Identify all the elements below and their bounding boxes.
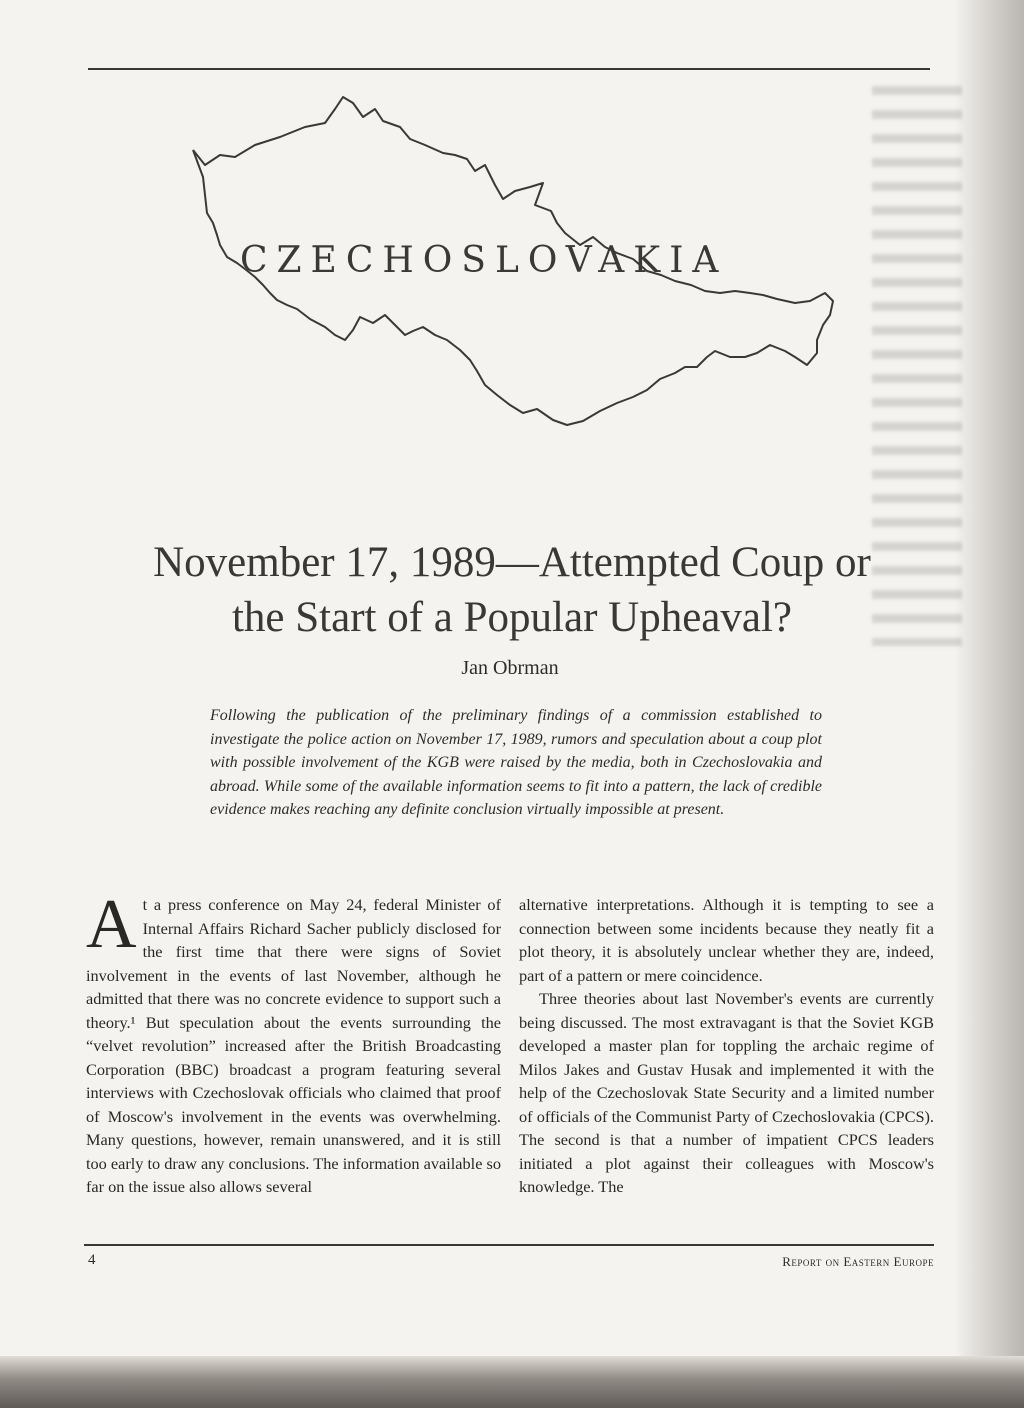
scan-bottom-shadow [0,1356,1024,1408]
article-abstract: Following the publication of the preliminary findings of a commission established to investigate the police action on November 17, 1989, rumors and speculation about a coup plot with possible involvement of the KGB were raised by the media, both in Czechoslovakia and abroad. While some of the available information seems to fit into a pattern, the lack of credible evidence makes reaching any definite conclusion virtually impossible at present. [210,707,822,818]
article-title-line-1: November 17, 1989—Attempted Coup or [153,539,871,586]
body-paragraph [86,893,501,1199]
body-paragraph: alternative interpretations. Although it is tempting to see a connection between some incidents because they neatly fit a plot theory, it is absolutely unclear whether they are, indeed, part of a pattern or mere coincidence. [519,895,934,985]
body-paragraph: Three theories about last November's events are currently being discussed. The most extravagant is that the Soviet KGB developed a master plan for toppling the archaic regime of Milos Jakes and Gustav Husak and implemented it with the help of the Czechoslovak State Security and a limited number of officials of the Communist Party of Czechoslovakia (CPCS). The second is that a number of impatient CPCS leaders initiated a plot against their colleagues with Moscow's knowledge. The [519,989,934,1196]
running-footer-journal: Report on Eastern Europe [782,1254,934,1269]
article-title [60,535,964,645]
body-column-right [519,893,934,1233]
page-gutter-shadow [954,0,1024,1408]
header-rule [88,68,930,70]
page-number: 4 [88,1252,96,1268]
body-paragraph-text: t a press conference on May 24, federal Minister of Internal Affairs Richard Sacher publicly disclosed for the first time that there were signs of Soviet involvement in the events of last November, although he admitted that there was no concrete evidence to support such a theory.¹ But speculation about the events surrounding the “velvet revolution” increased after the British Broadcasting Corporation (BBC) broadcast a program featuring several interviews with Czechoslovak officials who claimed that proof of Moscow's involvement in the events was overwhelming. Many questions, however, remain unanswered, and it is still too early to draw any conclusions. The information available so far on the issue also allows several [86,895,501,1196]
article-title-line-2: the Start of a Popular Upheaval? [231,594,792,641]
drop-cap: A [86,893,137,963]
author-byline: Jan Obrman [461,657,559,679]
footer-rule [84,1244,934,1246]
map-country-label: CZECHOSLOVAKIA [240,240,728,281]
body-column-left [86,893,501,1233]
